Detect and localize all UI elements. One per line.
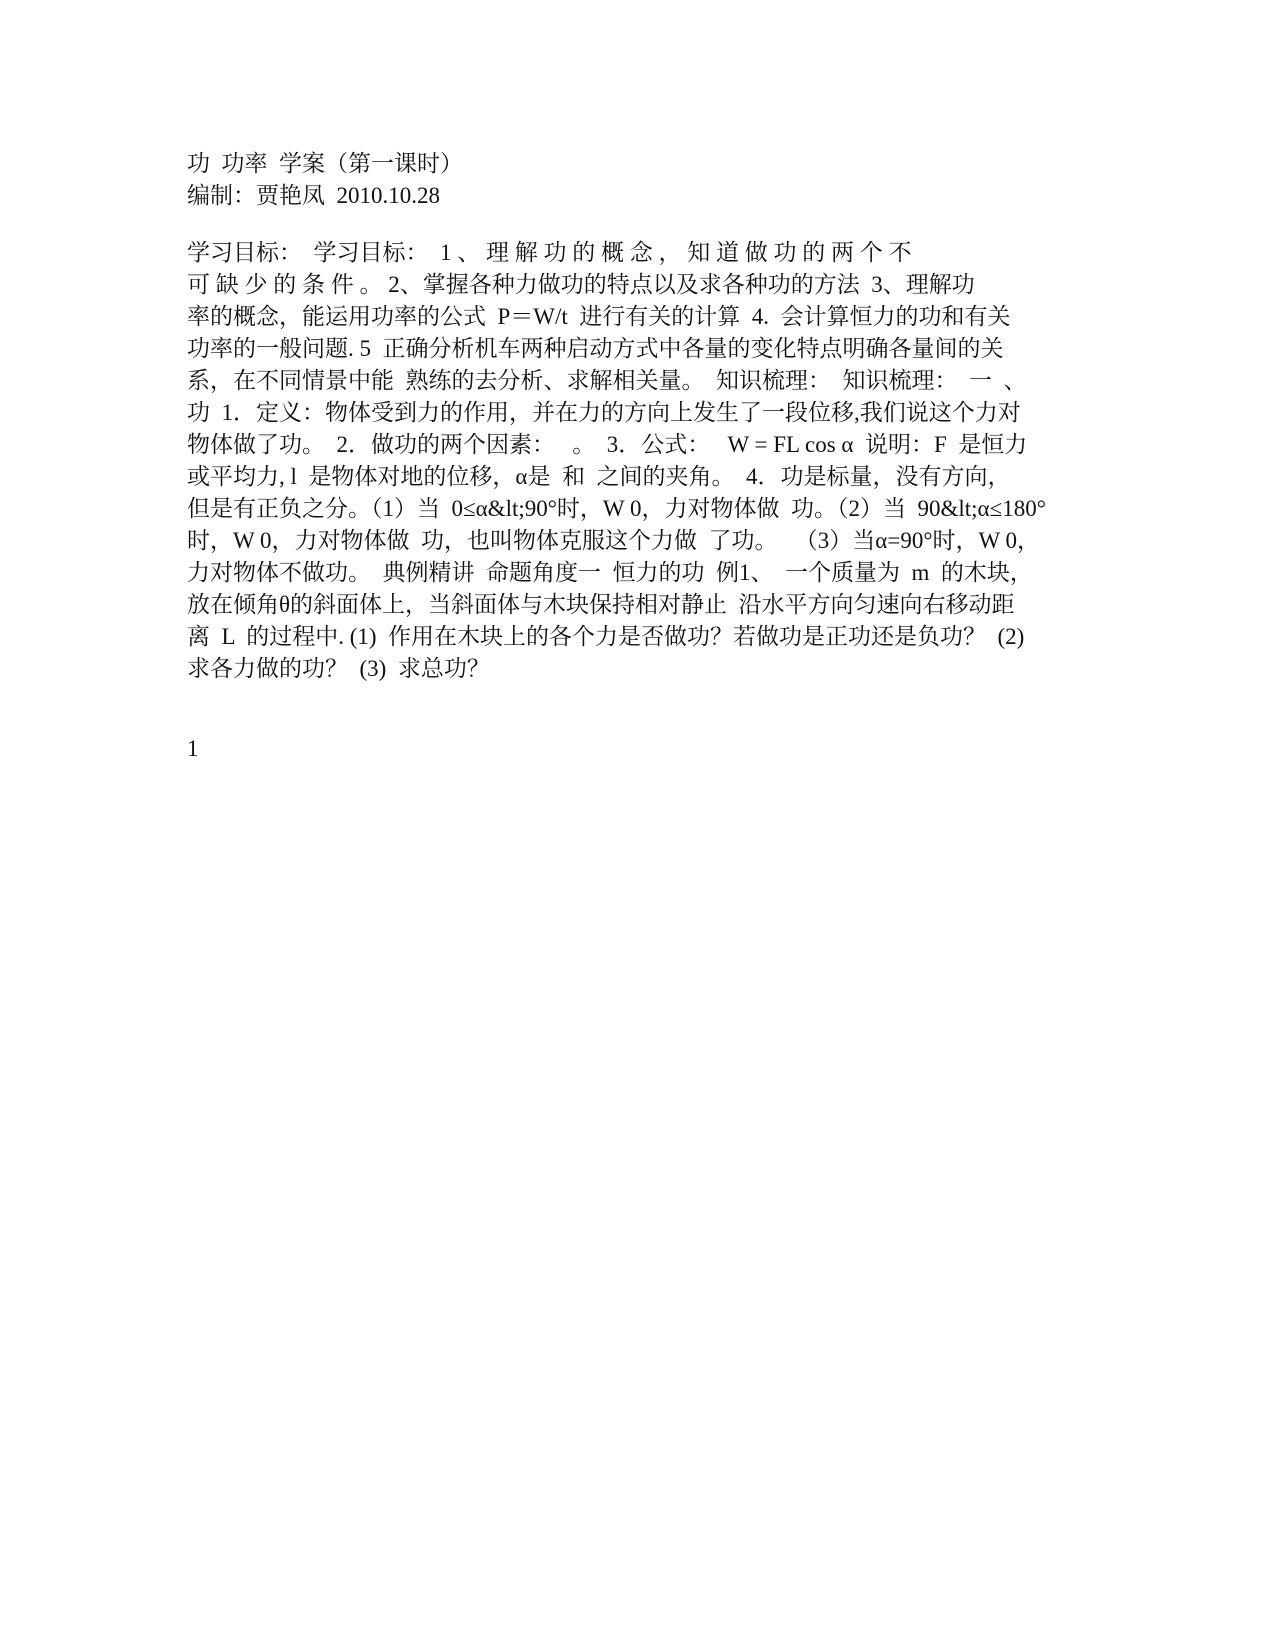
body-line: 时，W 0，力对物体做 功，也叫物体克服这个力做 了功。 （3）当α=90°时，W 0， [187,528,1041,553]
document-title: 功 功率 学案（第一课时） [187,151,463,176]
body-line: 放在倾角θ的斜面体上，当斜面体与木块保持相对静止 沿水平方向匀速向右移动距 [187,592,1015,617]
body-line: 力对物体不做功。 典例精讲 命题角度一 恒力的功 例1、 一个质量为 m 的木块， [187,560,1033,585]
body-line: 学习目标： 学习目标： 1 、 理 解 功 的 概 念 ， 知 道 做 功 的 两 个 不 [187,240,912,265]
body-line: 功率的一般问题. 5 正确分析机车两种启动方式中各量的变化特点明确各量间的关 [187,336,1004,361]
body-line: 或平均力, l 是物体对地的位移，α是 和 之间的夹角。 4．功是标量，没有方向， [187,464,1011,489]
body-line: 物体做了功。 2．做功的两个因素： 。 3．公式： W = FL cos α 说明：F 是恒力 [187,432,1028,457]
page-number: 1 [187,736,199,761]
body-line: 率的概念，能运用功率的公式 P＝W/t 进行有关的计算 4. 会计算恒力的功和有关 [187,304,1011,329]
body-line: 可 缺 少 的 条 件 。 2、掌握各种力做功的特点以及求各种功的方法 3、理解功 [187,272,975,297]
body-line: 功 1．定义：物体受到力的作用，并在力的方向上发生了一段位移,我们说这个力对 [187,400,1021,425]
body-line: 求各力做的功？ (3) 求总功？ [187,656,490,681]
body-line: 离 L 的过程中. (1) 作用在木块上的各个力是否做功？若做功是正功还是负功？ (2) [187,624,1025,649]
body-line: 但是有正负之分。（1）当 0≤α&lt;90°时，W 0，力对物体做 功。（2）当 90&lt;α≤180° [187,496,1046,521]
author-date-line: 编制：贾艳凤 2010.10.28 [187,183,440,208]
body-line: 系，在不同情景中能 熟练的去分析、求解相关量。 知识梳理： 知识梳理： 一 、 [187,368,1027,393]
